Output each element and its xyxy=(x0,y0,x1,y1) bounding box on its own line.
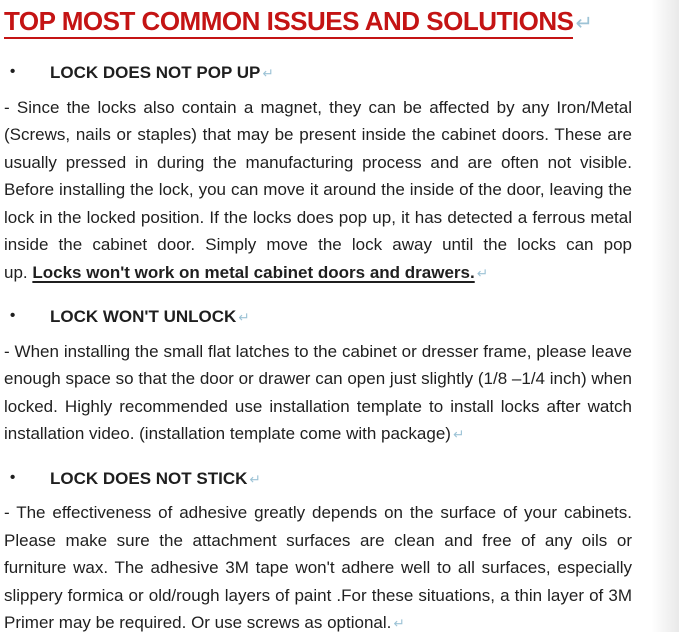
section-lock-does-not-pop-up xyxy=(4,59,632,287)
section-heading xyxy=(4,59,632,88)
return-mark-icon: ↵ xyxy=(476,265,489,281)
section-lock-wont-unlock xyxy=(4,303,632,449)
section-heading-text: LOCK DOES NOT POP UP xyxy=(50,63,261,82)
return-mark-icon: ↵ xyxy=(575,12,593,35)
section-heading-text: LOCK DOES NOT STICK xyxy=(50,468,248,488)
section-heading-text: LOCK WON'T UNLOCK xyxy=(50,307,237,326)
page-title xyxy=(4,6,632,39)
bullet-icon: • xyxy=(10,307,16,324)
return-mark-icon: ↵ xyxy=(262,66,274,81)
section-body-text: - When installing the small flat latches to the cabinet or dresser frame, please leave enough space so that the door or drawer can open just slightly (1/8 –1/4 inch) when locked. Highly recommended use installation template to install locks after watch installation video. (installation template come with package) xyxy=(4,341,632,443)
return-mark-icon: ↵ xyxy=(452,427,465,442)
section-heading xyxy=(4,465,632,494)
return-mark-icon: ↵ xyxy=(249,471,261,487)
section-body xyxy=(4,94,632,288)
section-body-text: - Since the locks also contain a magnet, they can be affected by any Iron/Metal (Screws, nails or staples) that may be present inside the cabinet doors. These are usually pressed in during the manufacturing process and are often not visible. Before installing the lock, you can move it around the inside of the door, leaving the lock in the locked position. If the locks does pop up, it has detected a ferrous metal inside the cabinet door. Simply move the lock away until the locks can pop up. xyxy=(4,97,632,282)
return-mark-icon: ↵ xyxy=(238,310,250,325)
bullet-icon: • xyxy=(10,468,16,486)
emphasis-sentence: Locks won't work on metal cabinet doors and drawers. xyxy=(32,262,475,282)
section-heading xyxy=(4,303,632,332)
section-body xyxy=(4,499,632,632)
section-body-text: - The effectiveness of adhesive greatly depends on the surface of your cabinets. Please make sure the attachment surfaces are clean and free of any oils or furniture wax. The adhesive 3M tape won't adhere well to all surfaces, especially slippery formica or old/rough layers of paint .For these situations, a thin layer of 3M Primer may be required. Or use screws as optional. xyxy=(4,503,632,632)
section-body xyxy=(4,338,632,449)
bullet-icon: • xyxy=(10,63,16,80)
return-mark-icon: ↵ xyxy=(393,616,405,631)
page-title-text: TOP MOST COMMON ISSUES AND SOLUTIONS xyxy=(4,6,573,39)
section-lock-does-not-stick xyxy=(4,465,632,632)
